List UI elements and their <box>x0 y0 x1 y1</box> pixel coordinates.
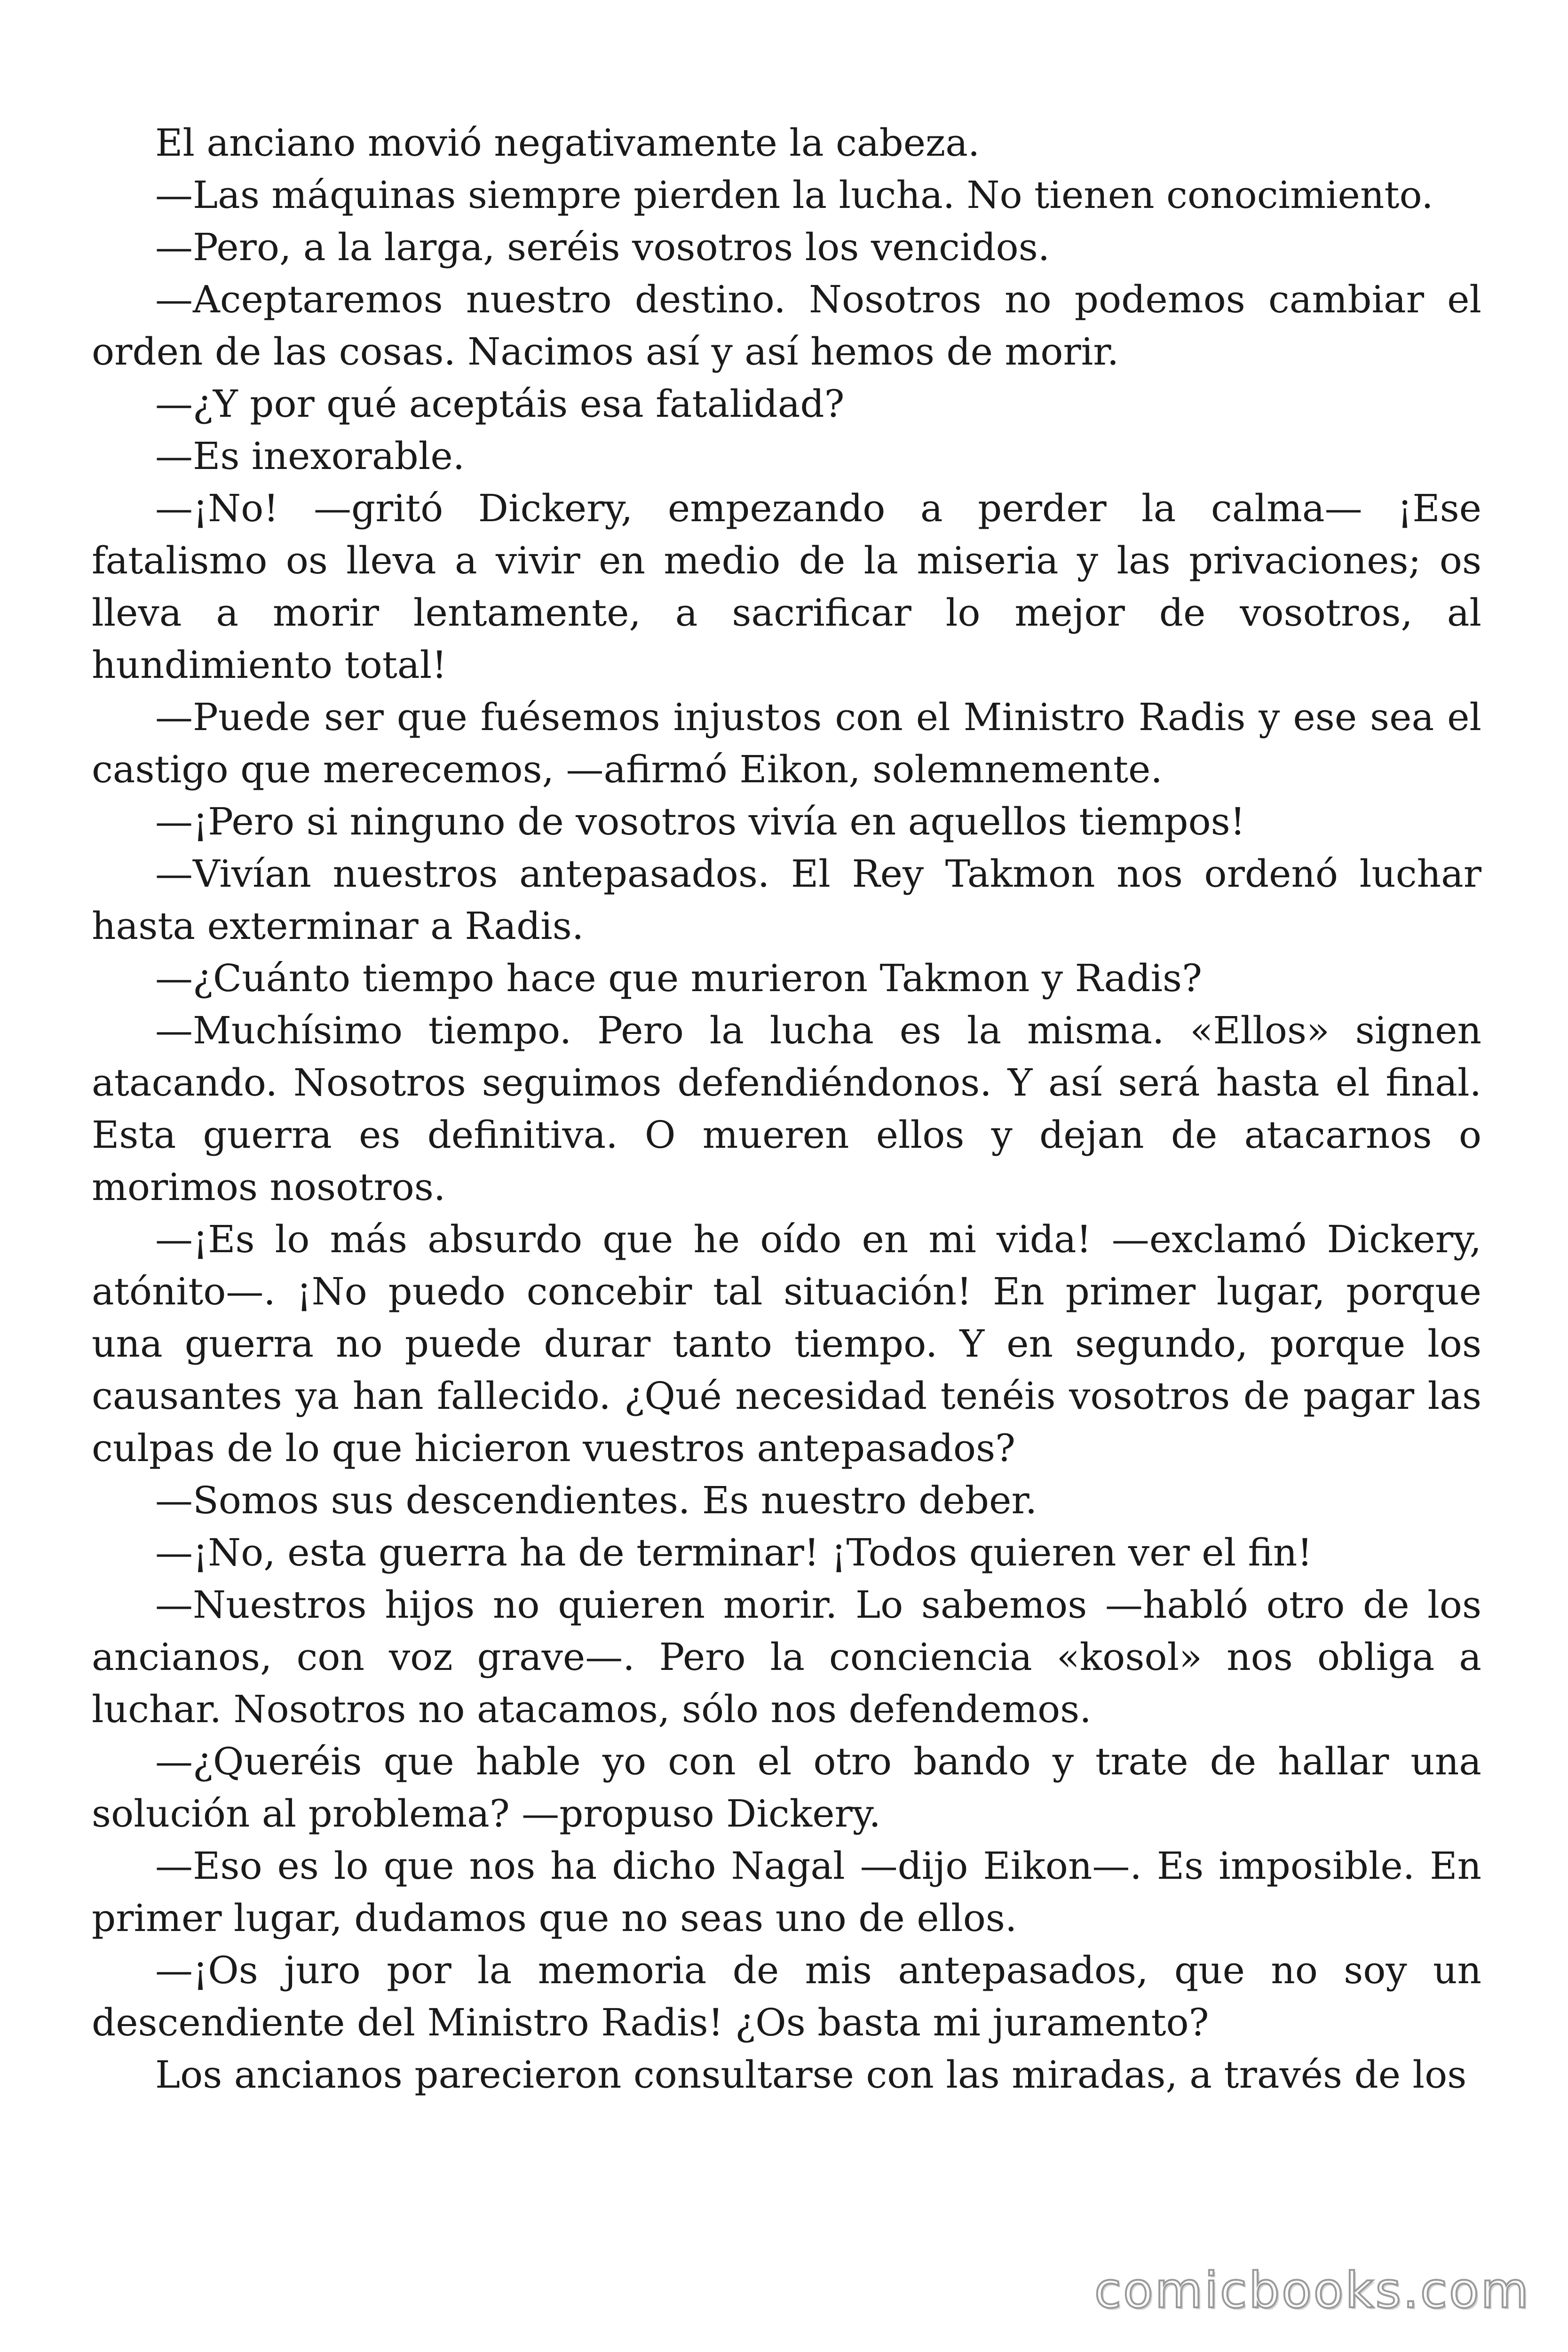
paragraph: —¡Pero si ninguno de vosotros vivía en aquellos tiempos! <box>155 800 1245 843</box>
paragraph: —Muchísimo tiempo. Pero la lucha es la misma. «Ellos» signen atacando. Nosotros seguimos defendiéndonos. Y así será hasta el final. Esta guerra es definitiva. O mueren ellos y dejan de atacarnos o morimos nosotros. <box>92 1009 1481 1209</box>
paragraph: —Las máquinas siempre pierden la lucha. No tienen conocimiento. <box>155 173 1433 217</box>
paragraph: —¡Os juro por la memoria de mis antepasados, que no soy un descendiente del Ministro Radis! ¿Os basta mi juramento? <box>92 1948 1481 2044</box>
paragraph: —Aceptaremos nuestro destino. Nosotros no podemos cambiar el orden de las cosas. Nacimos así y así hemos de morir. <box>92 278 1481 373</box>
paragraph: —Eso es lo que nos ha dicho Nagal —dijo Eikon—. Es imposible. En primer lugar, dudamos que no seas uno de ellos. <box>92 1844 1481 1940</box>
paragraph: —Somos sus descendientes. Es nuestro deber. <box>155 1478 1037 1522</box>
paragraph: —Nuestros hijos no quieren morir. Lo sabemos —habló otro de los ancianos, con voz grave—. Pero la conciencia «kosol» nos obliga a luchar. Nosotros no atacamos, sólo nos defendemos. <box>92 1583 1481 1731</box>
paragraph: —Es inexorable. <box>155 434 465 478</box>
paragraph: —Vivían nuestros antepasados. El Rey Takmon nos ordenó luchar hasta exterminar a Radis. <box>92 852 1481 948</box>
paragraph: —Pero, a la larga, seréis vosotros los vencidos. <box>155 225 1050 269</box>
watermark: comicbooks.com <box>1094 2262 1530 2319</box>
paragraph: —¿Cuánto tiempo hace que murieron Takmon y Radis? <box>155 956 1202 1000</box>
paragraph: —¡Es lo más absurdo que he oído en mi vida! —exclamó Dickery, atónito—. ¡No puedo concebir tal situación! En primer lugar, porque una guerra no puede durar tanto tiempo. Y en segundo, porque los causantes ya han fallecido. ¿Qué necesidad tenéis vosotros de pagar las culpas de lo que hicieron vuestros antepasados? <box>92 1217 1481 1470</box>
paragraph: —¡No, esta guerra ha de terminar! ¡Todos quieren ver el fin! <box>155 1531 1313 1574</box>
paragraph: —¡No! —gritó Dickery, empezando a perder la calma— ¡Ese fatalismo os lleva a vivir en medio de la miseria y las privaciones; os lleva a morir lentamente, a sacrificar lo mejor de vosotros, al hundimiento total! <box>92 486 1481 687</box>
paragraph: —Puede ser que fuésemos injustos con el Ministro Radis y ese sea el castigo que merecemos, —afirmó Eikon, solemnemente. <box>92 695 1481 791</box>
paragraph: Los ancianos parecieron consultarse con las miradas, a través de los <box>155 2053 1467 2097</box>
page-body <box>92 117 1481 2101</box>
paragraph: El anciano movió negativamente la cabeza. <box>155 121 980 165</box>
paragraph: —¿Y por qué aceptáis esa fatalidad? <box>155 382 845 426</box>
paragraph: —¿Queréis que hable yo con el otro bando y trate de hallar una solución al problema? —propuso Dickery. <box>92 1740 1481 1836</box>
